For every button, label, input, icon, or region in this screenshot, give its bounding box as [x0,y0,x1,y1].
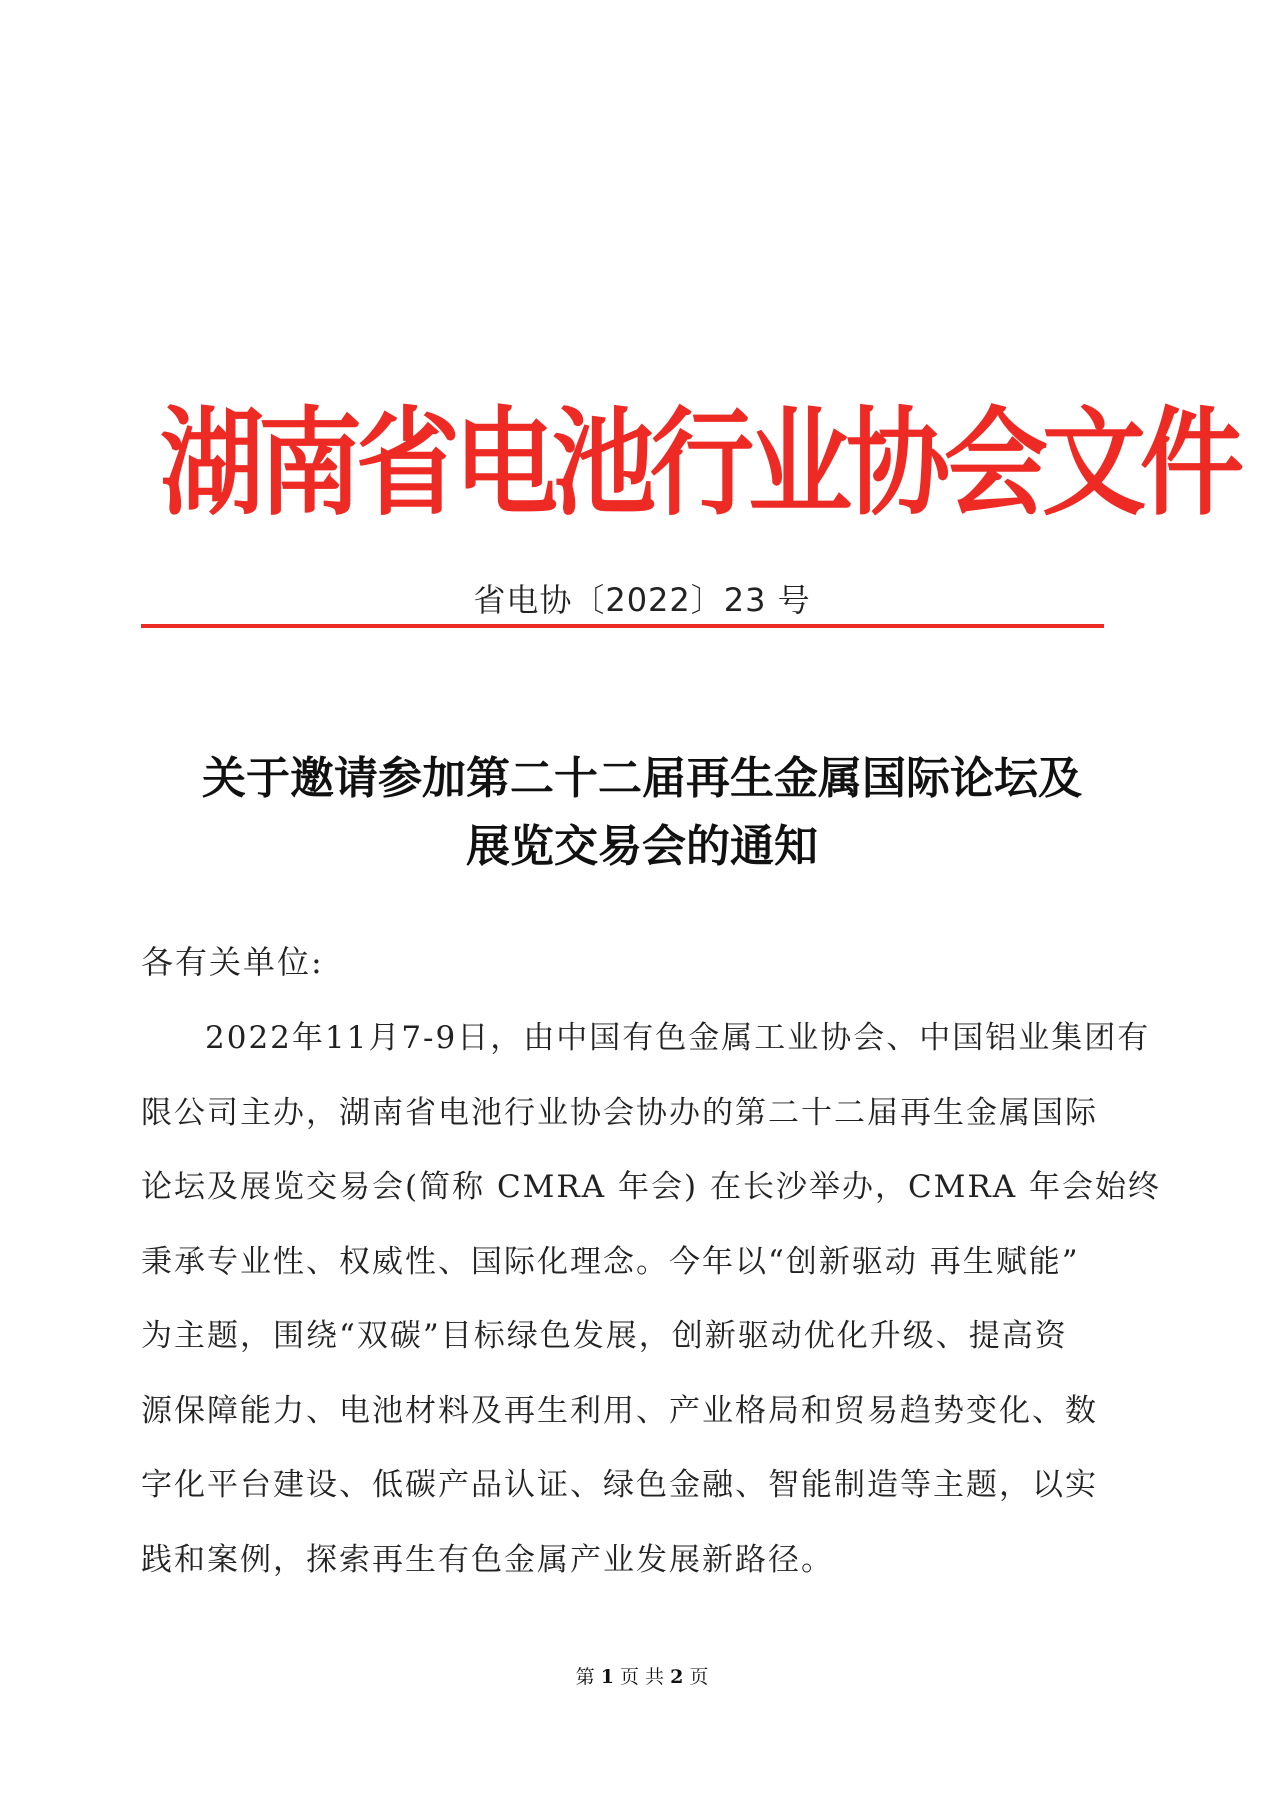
body-paragraph [141,1012,1161,1608]
issuer-header-title: 湖南省电池行业协会文件 [160,395,1239,532]
notice-title [0,745,1284,881]
body-line: 秉承专业性、权威性、国际化理念。今年以“创新驱动 再生赋能” [141,1243,1080,1280]
page-footer [0,1662,1284,1692]
footer-current-page: 1 [600,1666,614,1688]
footer-middle: 页 共 [619,1666,665,1688]
body-line: 字化平台建设、低碳产品认证、绿色金融、智能制造等主题，以实 [141,1467,1098,1503]
body-line: 论坛及展览交易会(简称 CMRA 年会) 在长沙举办，CMRA 年会始终 [141,1169,1161,1205]
salutation: 各有关单位: [141,943,324,981]
red-divider-line [141,624,1104,628]
notice-title-line-2: 展览交易会的通知 [466,821,818,872]
document-number: 省电协〔2022〕23 号 [473,581,811,619]
notice-title-line-1: 关于邀请参加第二十二届再生金属国际论坛及 [202,753,1082,804]
body-line: 源保障能力、电池材料及再生利用、产业格局和贸易趋势变化、数 [141,1392,1098,1429]
body-line: 限公司主办，湖南省电池行业协会协办的第二十二届再生金属国际 [141,1094,1098,1131]
footer-total-pages: 2 [670,1666,684,1688]
body-line: 践和案例，探索再生有色金属产业发展新路径。 [141,1541,834,1578]
footer-prefix: 第 [575,1666,595,1688]
footer-suffix: 页 [689,1666,709,1688]
body-line: 为主题，围绕“双碳”目标绿色发展，创新驱动优化升级、提高资 [141,1318,1068,1354]
body-line: 2022年11月7-9日，由中国有色金属工业协会、中国铝业集团有 [205,1020,1151,1056]
